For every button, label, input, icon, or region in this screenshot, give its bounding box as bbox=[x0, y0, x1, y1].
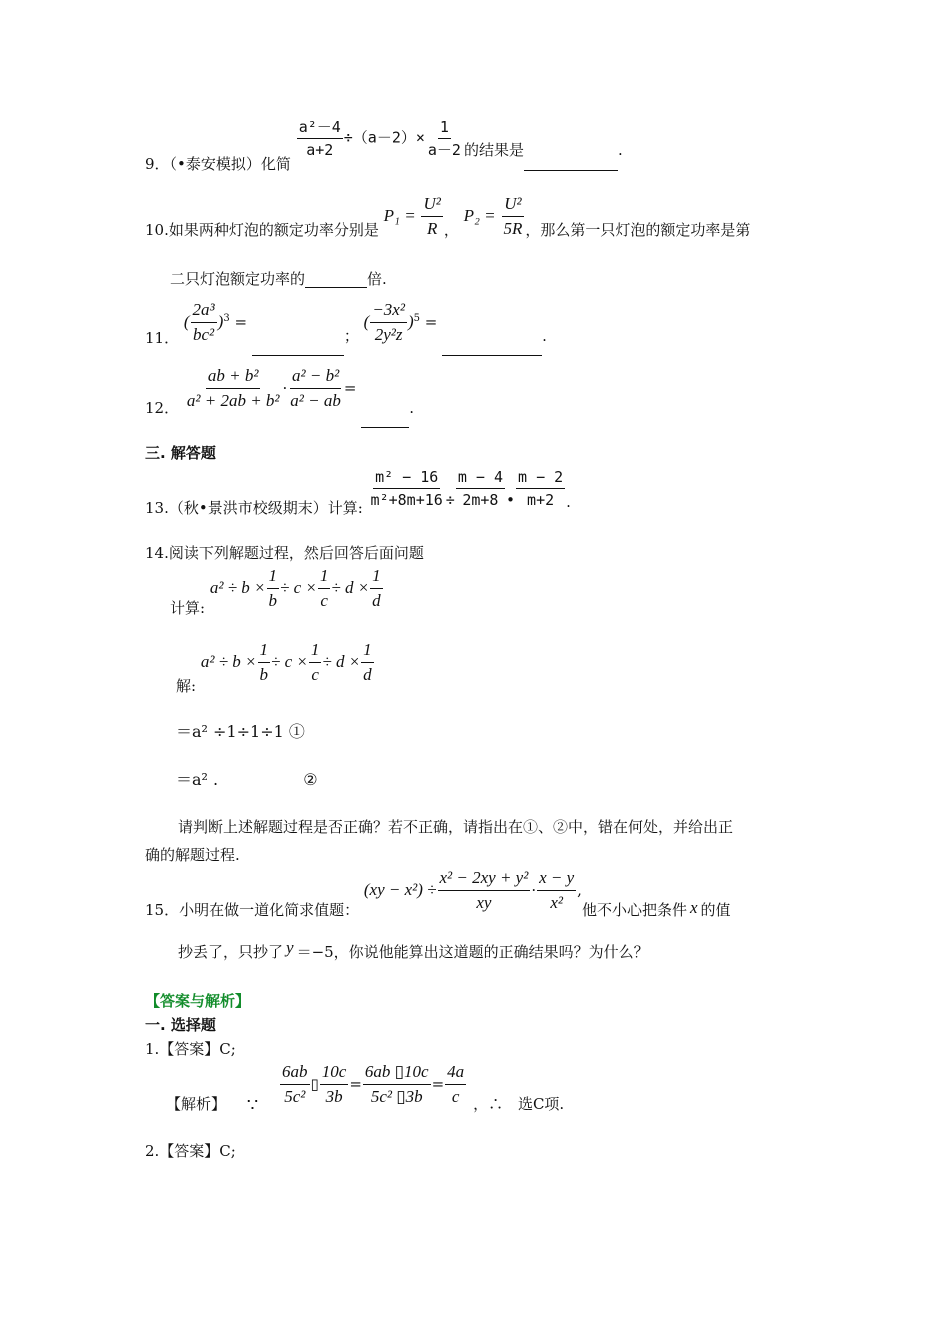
q14-calc-label: 计算: bbox=[170, 598, 206, 617]
q11-a-den: bc² bbox=[193, 325, 215, 345]
q15-f1-den: xy bbox=[476, 893, 492, 913]
answer-1-eq-2: = bbox=[431, 1074, 445, 1093]
q14-question-line1: 请判断上述解题过程是否正确？若不正确，请指出在①、②中，错在何处，并给出正 bbox=[178, 818, 734, 836]
answer-2-label: 2.【答案】C; bbox=[145, 1142, 236, 1160]
q9-frac1-num: a²－4 bbox=[297, 118, 343, 139]
q14-calc-frac-b-num: 1 bbox=[267, 566, 280, 589]
q10-line2-before: 二只灯泡额定功率的 bbox=[170, 270, 306, 288]
q11-b-den: 2y²z bbox=[374, 325, 403, 345]
q10-p1-num: U² bbox=[421, 194, 442, 217]
q10-sep: ， bbox=[443, 220, 459, 239]
q14-sol-frac-c-den: c bbox=[311, 665, 319, 685]
q11-a-num: 2a³ bbox=[191, 300, 217, 323]
q10-text-before: 如果两种灯泡的额定功率分别是 bbox=[168, 220, 379, 239]
q10-text-after: ，那么第一只灯泡的额定功率是第 bbox=[525, 220, 751, 239]
q9-end: . bbox=[617, 140, 623, 159]
q10-p2-fraction bbox=[501, 194, 524, 240]
answer-1-eq-1: = bbox=[349, 1074, 362, 1093]
q14-sol-head: a² ÷ b × bbox=[200, 651, 257, 671]
q13-f3-num: m − 2 bbox=[516, 468, 565, 489]
answer-1-box: ▯ bbox=[310, 1074, 319, 1093]
answer-1-f1-num: 6ab bbox=[280, 1062, 310, 1085]
q15-dot: · bbox=[531, 880, 537, 899]
q9 bbox=[145, 118, 623, 173]
q14-sol-frac-b-num: 1 bbox=[258, 640, 271, 663]
q12-f1-num: ab + b² bbox=[206, 366, 261, 389]
answer-1-f1-den: 5c² bbox=[284, 1087, 306, 1107]
q14-calc-div-c: ÷ c × bbox=[280, 577, 317, 597]
q14-calc-frac-d-den: d bbox=[372, 591, 381, 611]
q9-frac1-den: a+2 bbox=[306, 141, 334, 159]
q15-var-x: x bbox=[689, 897, 698, 917]
q11 bbox=[145, 300, 547, 346]
q15-comma: , bbox=[577, 880, 582, 899]
q9-frac2-num: 1 bbox=[438, 118, 451, 139]
q14-calc-frac-d-num: 1 bbox=[370, 566, 383, 589]
q15-text-after: 他不小心把条件 bbox=[581, 900, 687, 919]
q10 bbox=[145, 194, 750, 240]
answer-1-f3-den: 5c² ▯3b bbox=[370, 1087, 423, 1107]
q12-f1-den: a² + 2ab + b² bbox=[186, 391, 280, 411]
q14-sol-frac-b bbox=[258, 640, 271, 686]
q9-number: 9．（ bbox=[145, 154, 178, 173]
q12-fraction-1 bbox=[185, 366, 282, 412]
q9-source: •泰安模拟）化简 bbox=[177, 154, 291, 173]
q11-fraction-b bbox=[370, 300, 407, 346]
answer-1-label: 1.【答案】C; bbox=[145, 1040, 236, 1058]
q14-calc-frac-d bbox=[370, 566, 383, 612]
q12-dot: · bbox=[282, 378, 288, 397]
q14-intro bbox=[145, 544, 424, 562]
q13-number: 13.（ bbox=[145, 498, 184, 517]
q14-calc-div-d: ÷ d × bbox=[331, 577, 370, 597]
answer-1-fraction-3 bbox=[363, 1062, 431, 1108]
q15-var-y: y bbox=[286, 938, 294, 957]
q10-p2-den: 5R bbox=[503, 219, 523, 239]
q13-source: 秋•景洪市校级期末）计算: bbox=[183, 498, 363, 517]
q11-a-pow: 3 bbox=[223, 312, 230, 324]
q11-paren-close-a: ) bbox=[217, 311, 224, 331]
q15-text-before: 小明在做一道化简求值题： bbox=[179, 900, 360, 919]
q13 bbox=[145, 468, 571, 517]
q11-paren-open-b: ( bbox=[363, 311, 370, 331]
q9-fraction-1 bbox=[297, 118, 343, 159]
q12-end: . bbox=[409, 398, 415, 417]
q10-p1-den: R bbox=[426, 219, 438, 239]
q15 bbox=[145, 868, 731, 919]
answer-1-f2-num: 10c bbox=[320, 1062, 349, 1085]
q15-line2-after: ＝−5，你说他能算出这道题的正确结果吗？为什么？ bbox=[296, 943, 649, 961]
q14-solution bbox=[176, 640, 375, 695]
q12-f2-den: a² − ab bbox=[290, 391, 341, 411]
q14-sol-frac-b-den: b bbox=[259, 665, 268, 685]
q11-eq-a: = bbox=[234, 312, 248, 331]
q14-calc bbox=[170, 566, 384, 617]
q14-calc-frac-c-num: 1 bbox=[318, 566, 331, 589]
section3-title: 三. 解答题 bbox=[145, 444, 216, 462]
q9-mid: ÷（a－2）× bbox=[343, 128, 425, 147]
q15-number: 15． bbox=[145, 900, 180, 919]
q14-number: 14. bbox=[145, 544, 169, 562]
q11-number: 11． bbox=[145, 328, 180, 347]
q14-calc-frac-b bbox=[267, 566, 280, 612]
q14-step2 bbox=[176, 770, 318, 789]
q15-fraction-1 bbox=[438, 868, 531, 914]
q9-frac2-den: a－2 bbox=[427, 141, 461, 159]
answer-1-tail: ，∴ bbox=[473, 1094, 504, 1113]
q12-number: 12． bbox=[145, 398, 180, 417]
q13-f3-den: m+2 bbox=[527, 491, 555, 509]
because-symbol: ∵ bbox=[246, 1094, 259, 1116]
answer-1-fraction-1 bbox=[280, 1062, 310, 1108]
answer-1-f4-num: 4a bbox=[445, 1062, 466, 1085]
q12-fraction-2 bbox=[288, 366, 343, 412]
q14-calc-head: a² ÷ b × bbox=[209, 577, 266, 597]
q14-sol-label: 解: bbox=[176, 676, 197, 695]
q13-dot: • bbox=[505, 490, 516, 509]
q12 bbox=[145, 366, 415, 417]
q15-f2-den: x² bbox=[550, 893, 563, 913]
q11-sep: ； bbox=[343, 326, 359, 345]
q14-calc-frac-c bbox=[318, 566, 331, 612]
q14-step2-mark: ② bbox=[303, 770, 318, 789]
q10-line2 bbox=[170, 270, 387, 288]
q11-b-pow: 5 bbox=[413, 312, 420, 324]
q14-sol-div-c: ÷ c × bbox=[271, 651, 308, 671]
q13-f2-den: 2m+8 bbox=[462, 491, 499, 509]
answer-1-f2-den: 3b bbox=[325, 1087, 343, 1107]
q11-eq-b: = bbox=[424, 312, 438, 331]
q14-step2-text: ＝a² . bbox=[176, 770, 219, 789]
answer-1-choose: 选C项. bbox=[517, 1094, 565, 1113]
q13-fraction-2 bbox=[456, 468, 505, 509]
q14-calc-frac-c-den: c bbox=[320, 591, 328, 611]
q14-sol-frac-d-num: 1 bbox=[361, 640, 374, 663]
q13-end: . bbox=[566, 492, 571, 511]
answer-1-f3-num: 6ab ▯10c bbox=[363, 1062, 431, 1085]
q14-step1: ＝a² ÷1÷1÷1 ① bbox=[176, 722, 305, 741]
q15-f2-num: x − y bbox=[537, 868, 576, 891]
q14-sol-frac-d-den: d bbox=[363, 665, 372, 685]
q13-f1-den: m²+8m+16 bbox=[370, 491, 443, 509]
q11-paren-open-a: ( bbox=[183, 311, 190, 331]
q14-intro-text: 阅读下列解题过程，然后回答后面问题 bbox=[168, 544, 424, 562]
q14-calc-frac-b-den: b bbox=[268, 591, 277, 611]
q10-p1-fraction bbox=[421, 194, 442, 240]
q15-fraction-2 bbox=[537, 868, 576, 914]
q14-question-line2: 确的解题过程. bbox=[145, 846, 240, 864]
answer-1-fraction-4 bbox=[445, 1062, 466, 1108]
answer-1-fraction-2 bbox=[320, 1062, 349, 1108]
q13-f2-num: m − 4 bbox=[456, 468, 505, 489]
q13-div: ÷ bbox=[445, 490, 455, 509]
q12-f2-num: a² − b² bbox=[290, 366, 341, 389]
q11-blank-b bbox=[442, 341, 542, 356]
q15-line2 bbox=[178, 938, 649, 962]
q10-number: 10. bbox=[145, 220, 169, 239]
q11-blank-a bbox=[252, 341, 344, 356]
answers-section1: 一. 选择题 bbox=[145, 1016, 216, 1034]
q10-p2-label: P₂ = bbox=[463, 205, 496, 225]
q13-fraction-3 bbox=[516, 468, 565, 509]
q13-f1-num: m² − 16 bbox=[373, 468, 440, 489]
answers-title: 【答案与解析】 bbox=[145, 992, 251, 1010]
q14-sol-frac-d bbox=[361, 640, 374, 686]
q10-answer-blank bbox=[305, 273, 367, 288]
q14-sol-div-d: ÷ d × bbox=[322, 651, 361, 671]
q14-sol-frac-c-num: 1 bbox=[309, 640, 322, 663]
q12-eq: = bbox=[343, 378, 357, 397]
q9-answer-blank bbox=[524, 156, 618, 171]
q9-fraction-2 bbox=[426, 118, 463, 159]
q10-line2-after: 倍. bbox=[367, 270, 387, 288]
q11-end: . bbox=[542, 326, 547, 345]
q11-paren-close-b: ) bbox=[407, 311, 414, 331]
q10-p2-num: U² bbox=[502, 194, 523, 217]
q15-text-after2: 的值 bbox=[700, 900, 731, 919]
q10-p1-label: P₁ = bbox=[383, 205, 416, 225]
q15-f1-num: x² − 2xy + y² bbox=[438, 868, 531, 891]
q12-answer-blank bbox=[361, 413, 409, 428]
q15-expr-head: (xy − x²) ÷ bbox=[363, 879, 437, 899]
answer-1-analysis bbox=[166, 1062, 565, 1116]
q15-line2-before: 抄丢了，只抄了 bbox=[178, 943, 284, 961]
q11-fraction-a bbox=[191, 300, 217, 346]
q9-suffix: 的结果是 bbox=[463, 140, 524, 159]
answer-1-analysis-label: 【解析】 bbox=[166, 1094, 227, 1113]
q14-sol-frac-c bbox=[309, 640, 322, 686]
q13-fraction-1 bbox=[369, 468, 445, 509]
q11-b-num: −3x² bbox=[370, 300, 407, 323]
answer-1-f4-den: c bbox=[451, 1087, 460, 1107]
